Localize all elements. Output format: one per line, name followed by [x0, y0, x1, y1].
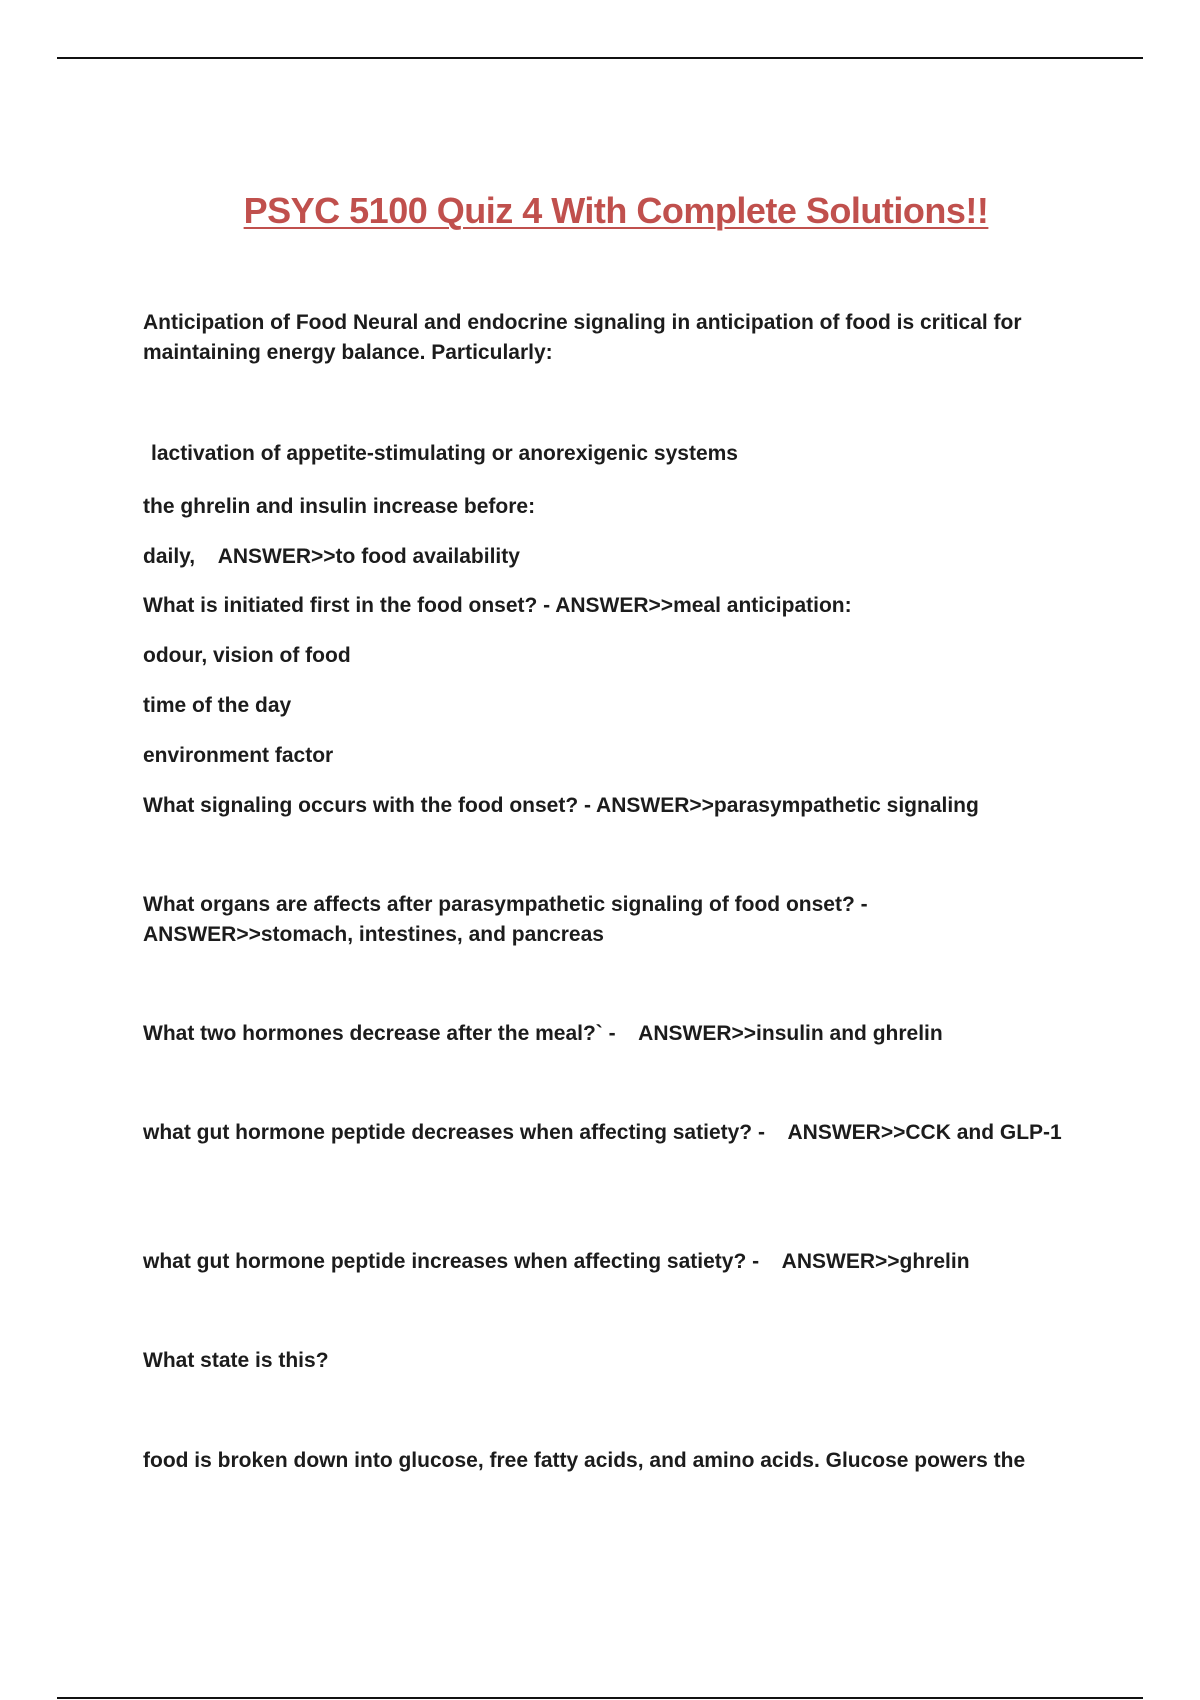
line-daily-prefix: daily, — [143, 545, 196, 568]
line-time-of-day: time of the day — [143, 694, 292, 717]
answer-peptide-decreases: ANSWER>>CCK and GLP-1 — [787, 1121, 1062, 1144]
line-activation: lactivation of appetite-stimulating or anorexigenic systems — [151, 442, 738, 465]
question-peptide-decreases — [143, 1118, 1083, 1148]
answer-daily: ANSWER>>to food availability — [217, 545, 520, 568]
line-ghrelin-insulin: the ghrelin and insulin increase before: — [143, 495, 536, 518]
question-state: What state is this? — [143, 1349, 329, 1372]
question-peptide-decreases-text: what gut hormone peptide decreases when affecting satiety? - — [143, 1121, 765, 1144]
line-food-broken-down: food is broken down into glucose, free fatty acids, and amino acids. Glucose powers the — [143, 1449, 1026, 1472]
question-hormones-decrease — [143, 1019, 1093, 1049]
question-food-onset: What is initiated first in the food onset? - ANSWER>>meal anticipation: — [143, 594, 852, 617]
question-peptide-increases-text: what gut hormone peptide increases when affecting satiety? - — [143, 1250, 760, 1273]
document-title: PSYC 5100 Quiz 4 With Complete Solutions!! — [243, 190, 989, 231]
bottom-rule — [57, 1697, 1143, 1699]
question-signaling: What signaling occurs with the food onset? - ANSWER>>parasympathetic signaling — [143, 794, 979, 817]
answer-hormones-decrease: ANSWER>>insulin and ghrelin — [638, 1022, 943, 1045]
question-hormones-decrease-text: What two hormones decrease after the meal?` - — [143, 1022, 616, 1045]
line-odour: odour, vision of food — [143, 644, 351, 667]
line-daily — [143, 542, 1093, 572]
answer-peptide-increases: ANSWER>>ghrelin — [781, 1250, 970, 1273]
question-organs: What organs are affects after parasympathetic signaling of food onset? - ANSWER>>stomach, intestines, and pancreas — [143, 893, 873, 946]
paragraph-anticipation: Anticipation of Food Neural and endocrine signaling in anticipation of food is critical for maintaining energy balance. Particularly: — [143, 311, 1028, 364]
question-peptide-increases — [143, 1247, 1093, 1277]
line-environment: environment factor — [143, 744, 334, 767]
top-rule — [57, 57, 1143, 59]
